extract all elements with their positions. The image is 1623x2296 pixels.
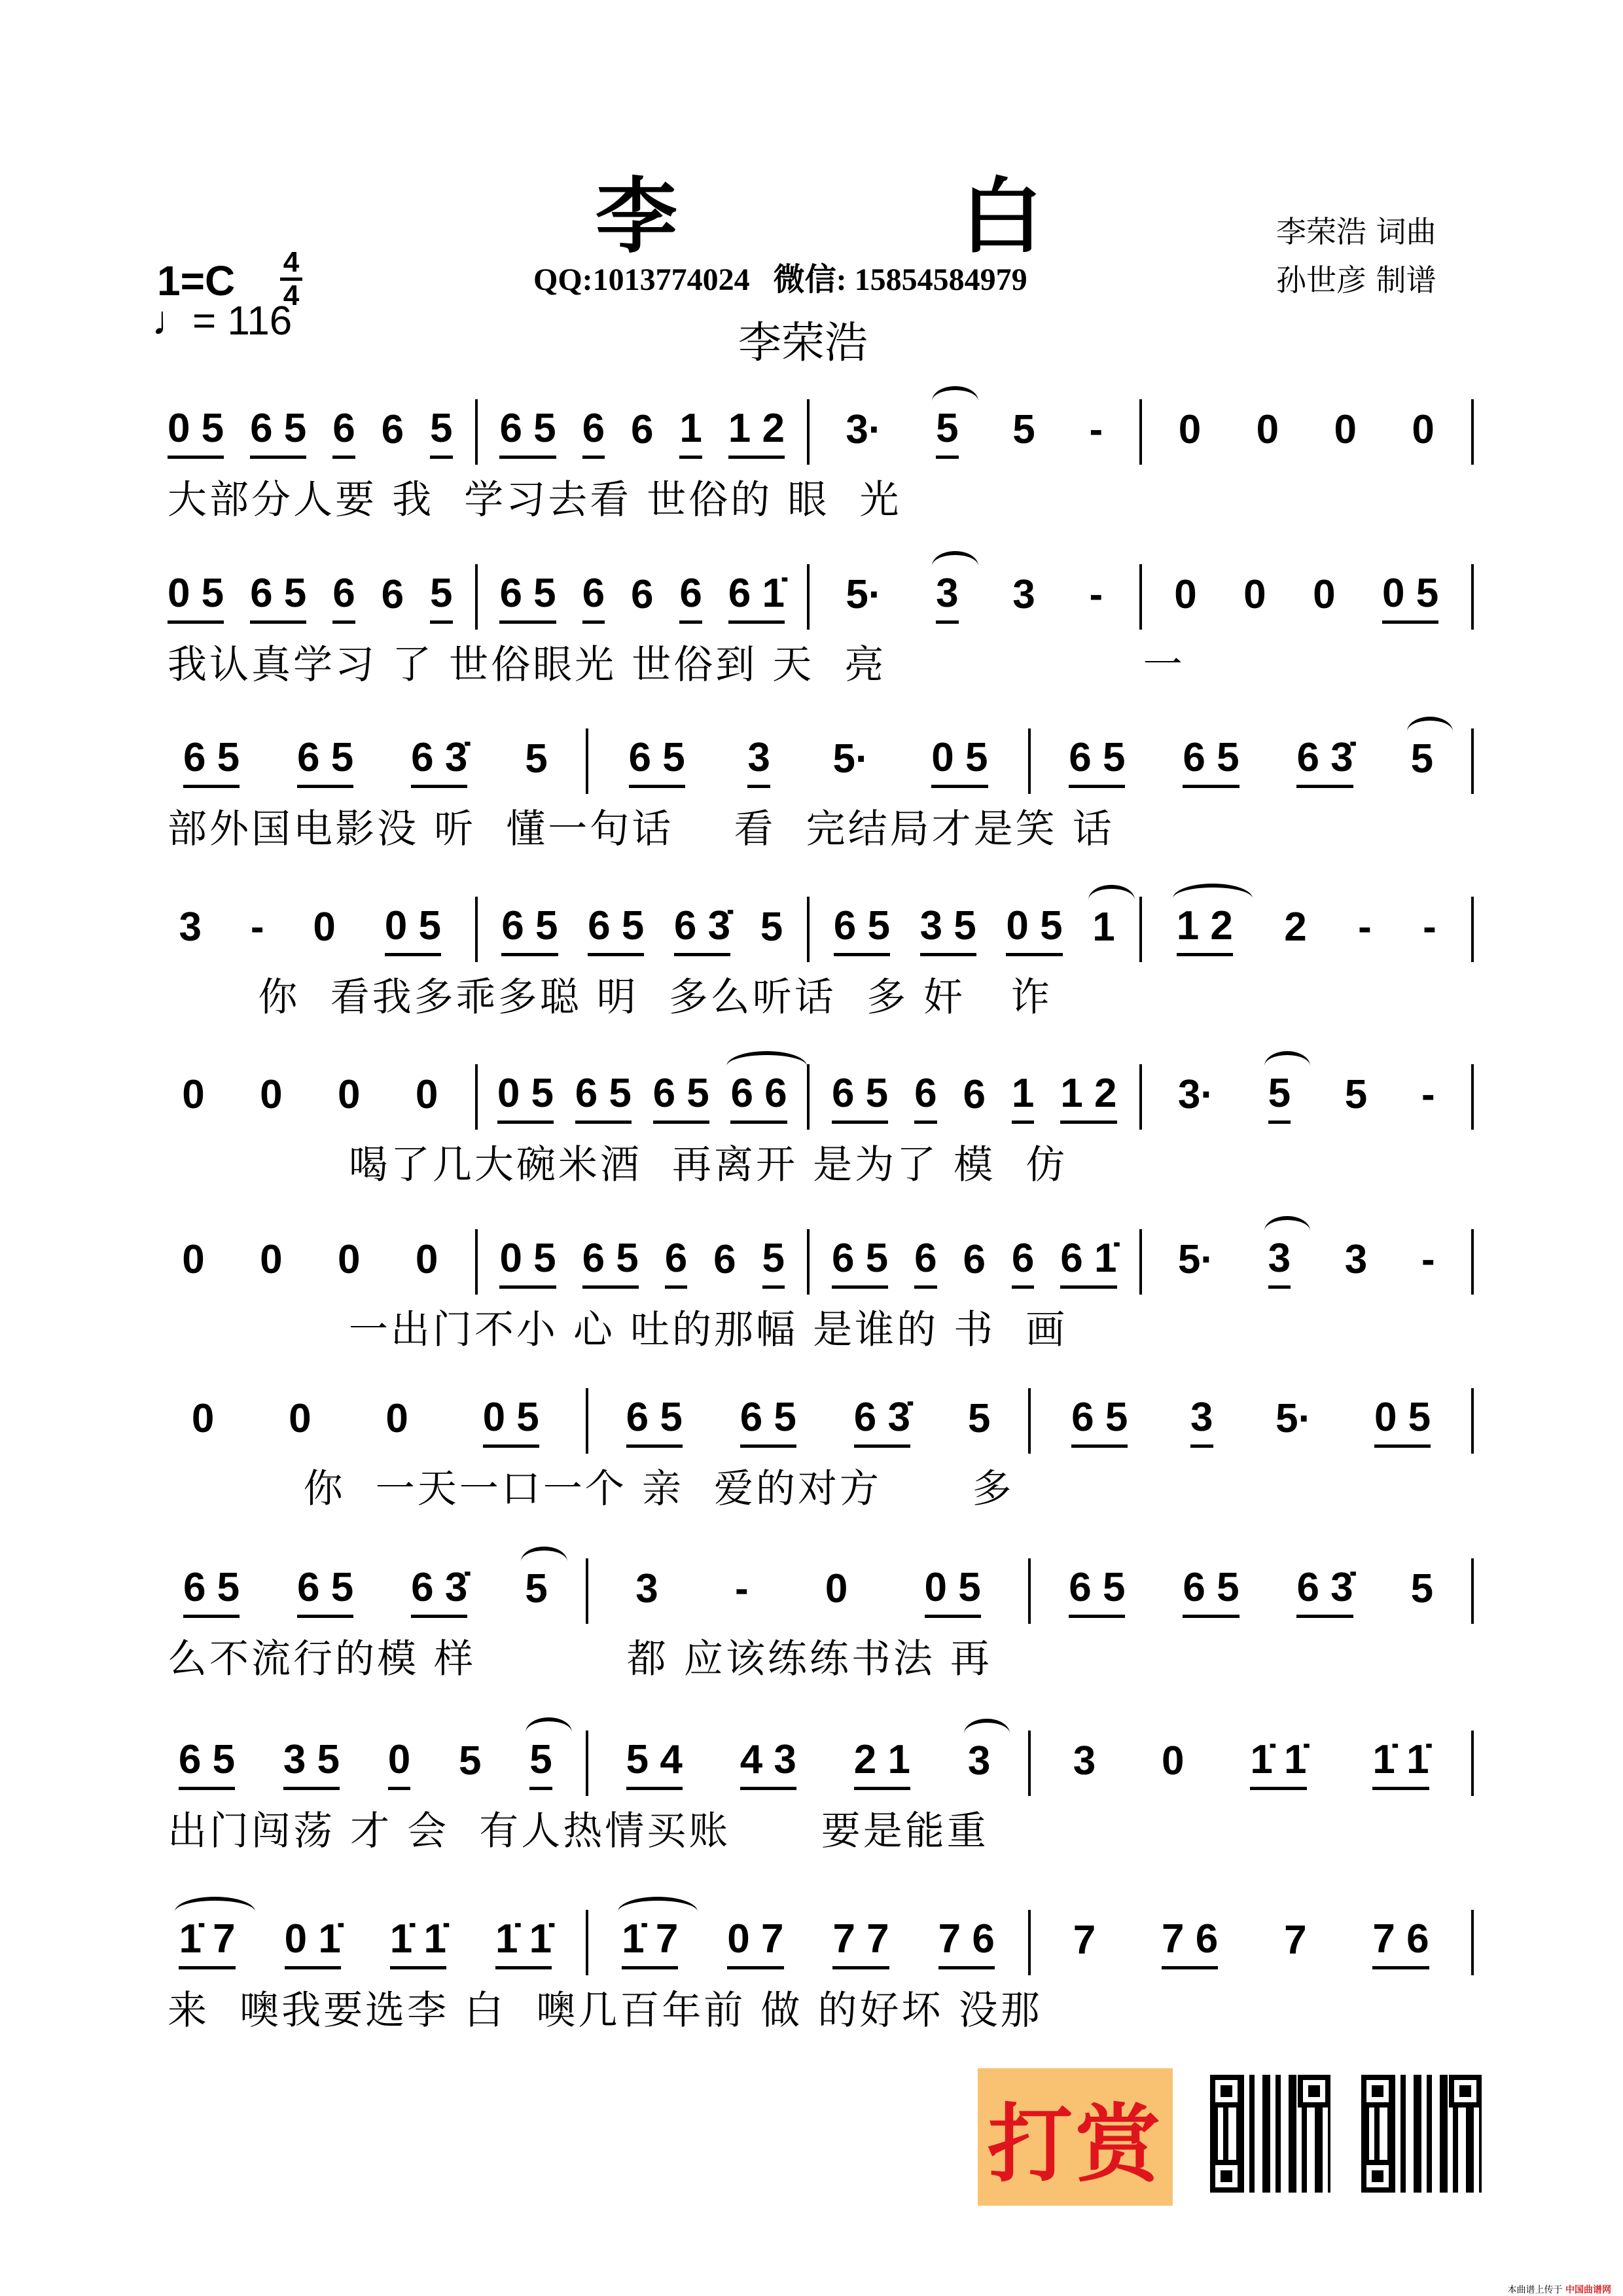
measure — [810, 1064, 1142, 1130]
note: 6 — [665, 1236, 687, 1289]
note: 0 5 — [925, 1565, 981, 1618]
staff-line — [154, 1223, 1474, 1295]
note: 5 — [1268, 1071, 1291, 1124]
note: 3 5 — [283, 1737, 340, 1790]
measure — [810, 564, 1142, 630]
measure — [154, 728, 588, 794]
note: 1 2 — [728, 406, 785, 459]
note: 6 — [679, 571, 702, 624]
measure — [154, 897, 478, 962]
note: 7 7 — [832, 1916, 889, 1969]
note: 0 — [1178, 407, 1202, 452]
measure — [588, 728, 1031, 794]
note: 7 — [1073, 1918, 1096, 1963]
measure — [1031, 1558, 1474, 1624]
note: 0 — [825, 1566, 848, 1611]
measure — [588, 1910, 1031, 1975]
note: 6 5 — [1183, 735, 1239, 788]
note: 5 — [1344, 1072, 1368, 1117]
staff-line — [154, 890, 1474, 962]
note: 6 3̇ — [854, 1395, 910, 1448]
note: 6 5 — [1183, 1565, 1239, 1618]
lyrics-line: 出门闯荡 才 会 有人热情买账 要是能重 — [168, 1808, 989, 1854]
qr-code-2 — [1361, 2075, 1482, 2193]
measure — [478, 897, 810, 962]
note: 6 5 — [834, 903, 890, 956]
staff-line — [154, 1058, 1474, 1130]
note: 3 — [635, 1566, 658, 1611]
staff-line — [154, 393, 1474, 465]
note: 6 — [963, 1237, 986, 1282]
note: 6 — [630, 407, 654, 452]
note: - — [1421, 1072, 1435, 1117]
note: - — [1423, 905, 1436, 950]
note: 5 — [936, 406, 958, 459]
note: 6 5 — [832, 1071, 888, 1124]
note: 0 — [182, 1237, 205, 1282]
note: 6 5 — [1069, 735, 1125, 788]
note: 1̇ 1̇ — [495, 1916, 552, 1969]
note: 6 — [963, 1072, 986, 1117]
measure — [1142, 564, 1474, 630]
note: 0 5 — [931, 735, 988, 788]
note: 5 — [762, 1236, 785, 1289]
note: 0 — [191, 1396, 215, 1441]
note: 6 — [630, 572, 654, 617]
measure — [154, 1731, 588, 1796]
measure — [154, 1558, 588, 1624]
note: 1 2 — [1177, 903, 1233, 956]
measure — [154, 1910, 588, 1975]
measure — [478, 399, 810, 465]
measure — [1142, 399, 1474, 465]
note: 0 5 — [385, 903, 441, 956]
measure — [1142, 1064, 1474, 1130]
note: - — [1089, 572, 1103, 617]
score-row — [154, 1223, 1474, 1354]
note: 5 — [760, 905, 783, 950]
staff-line — [154, 722, 1474, 794]
measure — [154, 399, 478, 465]
note: 6 3̇ — [411, 1565, 467, 1618]
note: - — [734, 1566, 749, 1611]
note: 6 5 — [1071, 1395, 1128, 1448]
note: 6 — [1012, 1236, 1034, 1289]
score-row — [154, 890, 1474, 1021]
note: 3 — [747, 735, 770, 788]
note: 0 — [385, 1396, 408, 1441]
note: 0 — [1243, 572, 1266, 617]
note: 0 5 — [497, 1071, 554, 1124]
note: 6 3̇ — [411, 735, 467, 788]
note: 1 — [1012, 1071, 1034, 1124]
reward-button[interactable]: 打赏 — [978, 2068, 1173, 2206]
song-title-char-1: 李 — [596, 169, 677, 264]
score-row — [154, 1903, 1474, 2034]
note: 0 — [182, 1072, 205, 1117]
score-row — [154, 1058, 1474, 1189]
note: 3 5 — [920, 903, 976, 956]
note: 6 5 — [832, 1236, 888, 1289]
note: 0 — [1174, 572, 1197, 617]
score-row — [154, 558, 1474, 689]
note: 6 — [332, 571, 355, 624]
note: 6 5 — [740, 1395, 796, 1448]
measure — [1031, 1910, 1474, 1975]
note: 6 5 — [499, 406, 556, 459]
note: 6 1̇ — [1060, 1236, 1116, 1289]
note: 5 — [529, 1737, 552, 1790]
note: 6 5 — [588, 903, 644, 956]
note: 0 — [337, 1237, 361, 1282]
note: 5 — [430, 571, 452, 624]
lyrics-line: 你 看我多乖多聪 明 多么听话 多 奸 诈 — [168, 975, 1053, 1020]
score-row — [154, 393, 1474, 524]
note: 0 5 — [1382, 571, 1438, 624]
note: 6 — [381, 407, 404, 452]
note: 1 — [1092, 905, 1115, 954]
note: 1̇ 1̇ — [1372, 1737, 1429, 1790]
note: 0 5 — [168, 406, 224, 459]
note: 2 1 — [854, 1737, 910, 1790]
note: 0 — [415, 1072, 438, 1117]
measure — [588, 1558, 1031, 1624]
note: 3 — [1073, 1738, 1096, 1784]
footer-credit — [1508, 2283, 1611, 2296]
measure — [588, 1388, 1031, 1454]
note: 6 5 — [183, 1565, 240, 1618]
note: 0 — [260, 1237, 283, 1282]
note: - — [1421, 1237, 1435, 1282]
note: 6 5 — [250, 571, 306, 624]
note: 6 5 — [575, 1071, 632, 1124]
note: 0 — [313, 905, 336, 950]
note: 7 6 — [1372, 1916, 1429, 1969]
contact-info: QQ:1013774024 微信: 15854584979 — [533, 262, 1027, 297]
note: 5· — [846, 572, 882, 617]
note: 6 5 — [1069, 1565, 1125, 1618]
measure — [1142, 1229, 1474, 1295]
qr-code-1 — [1210, 2075, 1330, 2193]
score-row — [154, 1382, 1474, 1513]
staff-line — [154, 1724, 1474, 1796]
note: - — [250, 905, 264, 950]
note: 0 5 — [168, 571, 224, 624]
score-row — [154, 722, 1474, 853]
lyrics-line: 喝了几大碗米酒 再离开 是为了 模 仿 — [168, 1142, 1068, 1188]
note: 6 5 — [499, 571, 556, 624]
measure — [478, 1229, 810, 1295]
note: - — [1089, 407, 1103, 452]
note: 6 5 — [501, 903, 558, 956]
note: 6 5 — [297, 735, 353, 788]
arranger-credit: 孙世彦 制谱 — [1276, 262, 1436, 298]
note: 6 — [914, 1236, 936, 1289]
note: 7 6 — [1162, 1916, 1218, 1969]
note: 5 — [430, 406, 452, 459]
note: 5· — [1177, 1237, 1214, 1282]
note: 3 — [1190, 1395, 1213, 1448]
note: 6 5 — [582, 1236, 639, 1289]
note: 3· — [846, 407, 882, 452]
staff-line — [154, 1382, 1474, 1454]
measure — [588, 1731, 1031, 1796]
note: 6 — [582, 571, 605, 624]
measure — [154, 564, 478, 630]
note: 0 5 — [1374, 1395, 1431, 1448]
note: 0 5 — [483, 1395, 539, 1448]
footer-text: 本曲谱上传于 — [1507, 2285, 1565, 2295]
note: 3 — [968, 1738, 990, 1788]
note: 1̇ 7 — [622, 1916, 678, 1969]
note: 6 1̇ — [728, 571, 785, 624]
note: 7 6 — [938, 1916, 995, 1969]
note: 0 5 — [499, 1236, 556, 1289]
note: 6 3̇ — [1296, 735, 1353, 788]
score-row — [154, 1552, 1474, 1683]
measure — [154, 1229, 478, 1295]
note: 0 — [289, 1396, 312, 1441]
measure — [810, 1229, 1142, 1295]
note: 1̇ 7 — [179, 1916, 235, 1969]
score-row — [154, 1724, 1474, 1855]
key-signature: 1=C — [157, 257, 236, 304]
note: 6 5 — [179, 1737, 235, 1790]
note: 5 — [525, 736, 548, 781]
note: 1̇ 1̇ — [1250, 1737, 1306, 1790]
staff-line — [154, 1903, 1474, 1975]
measure — [154, 1064, 478, 1130]
note: 6 — [381, 572, 404, 617]
singer-name: 李荣浩 — [738, 317, 868, 368]
note: 6 — [582, 406, 605, 459]
lyrics-line: 一出门不小 心 吐的那幅 是谁的 书 画 — [168, 1307, 1068, 1353]
note: 6 5 — [297, 1565, 353, 1618]
lyrics-line: 你 一天一口一个 亲 爱的对方 多 — [168, 1466, 1014, 1512]
note: 0 — [1334, 407, 1357, 452]
note: 3 — [1268, 1236, 1291, 1289]
note: 5· — [1275, 1396, 1312, 1441]
note: 0 — [388, 1737, 410, 1790]
note: 0 — [415, 1237, 438, 1282]
note: 0 — [1313, 572, 1336, 617]
note: 6 3̇ — [674, 903, 730, 956]
note: 5 — [1411, 736, 1433, 786]
lyrics-line: 大部分人要 我 学习去看 世俗的 眼 光 — [168, 477, 902, 523]
note: 7 — [1284, 1918, 1307, 1963]
note: 5 4 — [626, 1737, 683, 1790]
note: 5 — [525, 1566, 547, 1616]
measure — [1142, 897, 1474, 962]
note: 3 — [936, 571, 958, 624]
note: 5 — [1410, 1566, 1434, 1611]
note: 6 5 — [250, 406, 306, 459]
footer-brand-logo[interactable]: 中国曲谱网 — [1565, 2285, 1611, 2295]
note: 6 — [713, 1237, 736, 1282]
note: 0 — [1256, 407, 1279, 452]
note: 1 — [679, 406, 702, 459]
staff-line — [154, 558, 1474, 630]
time-signature-top: 4 — [283, 246, 300, 278]
note: 0 1̇ — [285, 1916, 341, 1969]
note: 3 — [179, 905, 202, 950]
note: 3 — [1012, 572, 1035, 617]
note: 3 — [1344, 1237, 1368, 1282]
lyrics-line: 么不流行的模 样 都 应该练练书法 再 — [168, 1636, 992, 1682]
note: 0 — [260, 1072, 283, 1117]
measure — [810, 399, 1142, 465]
note: 3· — [1177, 1072, 1214, 1117]
lyrics-line: 部外国电影没 听 懂一句话 看 完结局才是笑 话 — [168, 806, 1115, 852]
lyrics-line: 来 噢我要选李 白 噢几百年前 做 的好坏 没那 — [168, 1988, 1043, 2034]
note: 6 5 — [183, 735, 240, 788]
note: 0 — [337, 1072, 361, 1117]
note: 6 5 — [626, 1395, 683, 1448]
measure — [1031, 728, 1474, 794]
note: 0 5 — [1006, 903, 1062, 956]
note: 1 2 — [1060, 1071, 1116, 1124]
note: 4 3 — [740, 1737, 796, 1790]
lyrics-line: 我认真学习 了 世俗眼光 世俗到 天 亮 一 — [168, 642, 1185, 688]
note: 1̇ 1̇ — [390, 1916, 446, 1969]
note: 0 — [1412, 407, 1435, 452]
note: 2 — [1284, 905, 1307, 950]
measure — [478, 564, 810, 630]
note: 5 — [459, 1738, 482, 1784]
measure — [478, 1064, 810, 1130]
note: 5 — [967, 1396, 991, 1441]
lyricist-composer-credit: 李荣浩 词曲 — [1276, 214, 1436, 249]
staff-line — [154, 1552, 1474, 1624]
note: 6 — [914, 1071, 936, 1124]
note: 6 5 — [629, 735, 685, 788]
note: 6 5 — [653, 1071, 709, 1124]
note: 6 6 — [730, 1071, 787, 1124]
tempo-marking: ♩= 116 — [152, 298, 293, 344]
note: 5· — [832, 736, 869, 781]
note: 0 7 — [727, 1916, 783, 1969]
song-title-char-2: 白 — [961, 169, 1043, 264]
measure — [154, 1388, 588, 1454]
note: - — [1358, 905, 1372, 950]
note: 0 — [1162, 1738, 1185, 1784]
note: 5 — [1012, 407, 1035, 452]
measure — [810, 897, 1142, 962]
measure — [1031, 1731, 1474, 1796]
note: 6 — [332, 406, 355, 459]
time-signature-bottom: 4 — [283, 279, 300, 312]
note: 6 3̇ — [1296, 1565, 1353, 1618]
measure — [1031, 1388, 1474, 1454]
